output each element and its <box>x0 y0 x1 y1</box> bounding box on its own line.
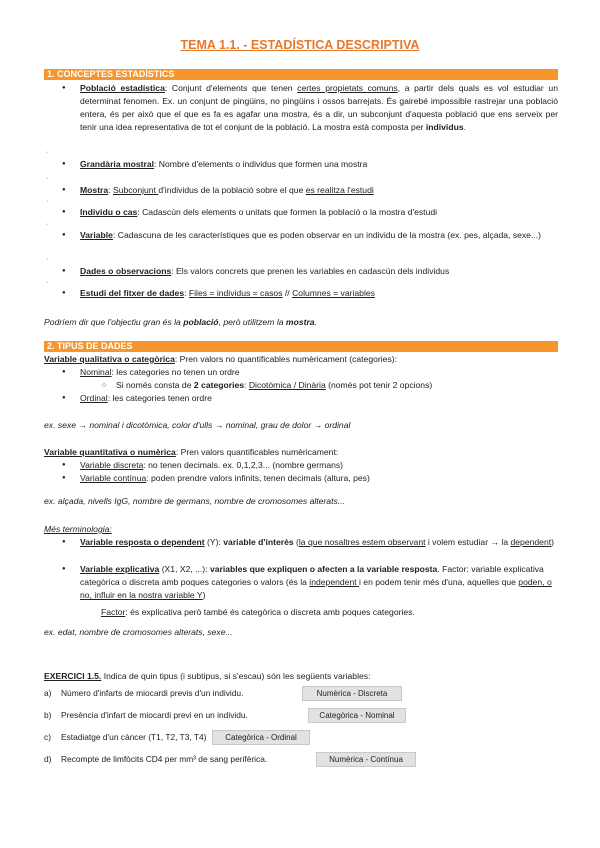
bullet-explicativa <box>80 563 558 602</box>
exercise-item-c <box>44 730 207 744</box>
separator-dot: · <box>46 279 49 286</box>
text: . <box>463 122 466 132</box>
term-grandaria: Grandària mostral <box>80 159 155 169</box>
example-terminologia: ex. edat, nombre de cromosomes alterats, sexe... <box>44 627 233 637</box>
term-explicativa: Variable explicativa <box>80 564 160 574</box>
mes-terminologia: Més terminologia: <box>44 524 112 534</box>
separator-dot: · <box>46 175 49 182</box>
term-ordinal: Ordinal <box>80 393 108 403</box>
text: i en podem tenir més d'una, aquelles que <box>359 577 519 587</box>
text: Files = individus = casos <box>188 288 283 298</box>
exercise-item-b <box>44 708 248 722</box>
exercise-heading <box>44 670 558 683</box>
term-continua: Variable contínua <box>80 473 147 483</box>
item-text: Estadiatge d'un càncer (T1, T2, T3, T4) <box>61 732 207 742</box>
item-letter: c) <box>44 732 51 742</box>
text: (X1, X2, ...): <box>159 564 210 574</box>
term-individu: Individu o cas <box>80 207 138 217</box>
bullet-variable <box>80 229 558 242</box>
term-resposta: Variable resposta o dependent <box>80 537 205 547</box>
answer-field-d[interactable]: Numèrica - Contínua <box>316 752 416 767</box>
text: la que nosaltres estem observant <box>298 537 426 547</box>
note-objectiu <box>44 316 558 329</box>
text: : poden prendre valors infinits, tenen decimals (altura, pes) <box>146 473 370 483</box>
bullet-ordinal <box>80 392 558 405</box>
term-quantitativa: Variable quantitativa o numèrica <box>44 447 176 457</box>
text: i volem estudiar → la <box>425 537 511 547</box>
text: d'individus de la població sobre el que <box>158 185 306 195</box>
term-factor: Factor <box>101 607 126 617</box>
text: : Conjunt d'elements que tenen <box>164 83 298 93</box>
qualitativa-line <box>44 353 558 366</box>
bullet-nominal <box>80 366 558 379</box>
text: , a partir dels quals es vol estudiar un determinat fenomen. Ex. un conjunt de pingüins, no pingüins i ossos barrejats. És gairebé impossible rastrejar una població entera, és per això que el que es fa es agafar una mostra, és a dir, un subconjunt d'aquesta població que ens serveix per tenir una idea representativa de tot el conjunt de la població. La mostra està composta per <box>80 83 558 132</box>
page-title: TEMA 1.1. - ESTADÍSTICA DESCRIPTIVA <box>180 38 420 52</box>
example-quantitativa: ex. alçada, nivells IgG, nombre de germans, nombre de cromosomes alterats... <box>44 496 345 506</box>
item-text: Presència d'infart de miocardi previ en un individu. <box>61 710 248 720</box>
bullet-poblacio <box>80 82 558 134</box>
text: : <box>184 288 189 298</box>
bullet-individu <box>80 206 558 219</box>
example-qualitativa: ex. sexe → nominal i dicotòmica, color d'ulls → nominal, grau de dolor → ordinal <box>44 420 351 430</box>
factor-line <box>101 606 558 619</box>
text: , però utilitzem la <box>218 317 286 327</box>
bullet-grandaria <box>80 158 558 171</box>
item-letter: a) <box>44 688 52 698</box>
bullet-resposta <box>80 536 558 549</box>
text: (Y): <box>204 537 224 547</box>
bullet-continua <box>80 472 558 485</box>
bullet-fitxer <box>80 287 558 300</box>
term-variable: Variable <box>80 230 113 240</box>
bullet-mostra <box>80 184 558 197</box>
item-text: Número d'infarts de miocardi previs d'un individu. <box>61 688 244 698</box>
bullet-discreta <box>80 459 558 472</box>
subbullet-dicotomica <box>116 379 556 392</box>
text: 2 categories <box>193 380 245 390</box>
text: (només pot tenir 2 opcions) <box>325 380 433 390</box>
text: Podríem dir que l'objectiu gran és la <box>44 317 184 327</box>
term-nominal: Nominal <box>80 367 112 377</box>
term-poblacio: Població estadística <box>80 83 165 93</box>
text: : Pren valors quantificables numèricament: <box>175 447 339 457</box>
text: : no tenen decimals. ex. 0,1,2,3... (nombre germans) <box>143 460 344 470</box>
exercise-instruction: Indica de quin tipus (i subtipus, si s'escau) són les següents variables: <box>101 671 371 681</box>
term-discreta: Variable discreta <box>80 460 144 470</box>
text: mostra <box>285 317 315 327</box>
text: : és explicativa però també és categòrica o discreta amb poques categories. <box>125 607 415 617</box>
exercise-item-a <box>44 686 244 700</box>
text: // <box>282 288 293 298</box>
text: Dicotòmica / Dinària <box>248 380 326 390</box>
term-qualitativa: Variable qualitativa o categòrica <box>44 354 175 364</box>
text: població <box>183 317 219 327</box>
item-text: Recompte de limfòcits CD4 per mm³ de sang perifèrica. <box>61 754 268 764</box>
text: ) <box>551 537 554 547</box>
text: independent <box>309 577 359 587</box>
text: : Cadascún dels elements o unitats que formen la població o la mostra d'estudi <box>137 207 438 217</box>
quantitativa-line <box>44 446 558 459</box>
exercise-item-d <box>44 752 268 766</box>
text: dependent <box>510 537 552 547</box>
text: variable d'interès <box>223 537 294 547</box>
text: : les categories tenen ordre <box>107 393 212 403</box>
text: variables que expliquen o afecten a la variable resposta <box>209 564 438 574</box>
section-heading-concepts: 1. CONCEPTES ESTADÍSTICS <box>44 69 558 80</box>
text: : Pren valors no quantificables numèricament (categories): <box>174 354 397 364</box>
separator-dot: · <box>46 149 49 156</box>
item-letter: d) <box>44 754 52 764</box>
text: Si només consta de <box>116 380 194 390</box>
exercise-label: EXERCICI 1.5. <box>44 671 102 681</box>
text: ) <box>202 590 206 600</box>
separator-dot: · <box>46 221 49 228</box>
text: : <box>108 185 113 195</box>
text: : Els valors concrets que prenen les variables en cadascún dels individus <box>171 266 450 276</box>
answer-field-b[interactable]: Categòrica - Nominal <box>308 708 406 723</box>
separator-dot: · <box>46 198 49 205</box>
text: : <box>244 380 249 390</box>
text: . Factor: variable explicativa categòrica o discreta amb poques categories o valors (és la <box>80 564 544 587</box>
text: Columnes = variables <box>292 288 375 298</box>
text: : les categories no tenen un ordre <box>111 367 240 377</box>
answer-field-a[interactable]: Numèrica - Discreta <box>302 686 402 701</box>
text: : Nombre d'elements o individus que formen una mostra <box>154 159 368 169</box>
text: . <box>314 317 317 327</box>
term-fitxer: Estudi del fitxer de dades <box>80 288 185 298</box>
separator-dot: · <box>46 256 49 263</box>
text: certes propietats comuns <box>297 83 398 93</box>
text: Subconjunt <box>112 185 159 195</box>
term-dades: Dades o observacions <box>80 266 172 276</box>
text: : Cadascuna de les característiques que es poden observar en un individu de la mostra (ex. pes, alçada, sexe...) <box>112 230 541 240</box>
term-mostra: Mostra <box>80 185 109 195</box>
text: individus <box>425 122 464 132</box>
text: es realitza l'estudi <box>305 185 374 195</box>
item-letter: b) <box>44 710 52 720</box>
section-heading-tipus: 2. TIPUS DE DADES <box>44 341 558 352</box>
bullet-dades <box>80 265 558 278</box>
text: ( <box>293 537 299 547</box>
answer-field-c[interactable]: Categòrica - Ordinal <box>212 730 310 745</box>
text: poden, o no, influir en la nostra variable Y <box>80 577 552 600</box>
